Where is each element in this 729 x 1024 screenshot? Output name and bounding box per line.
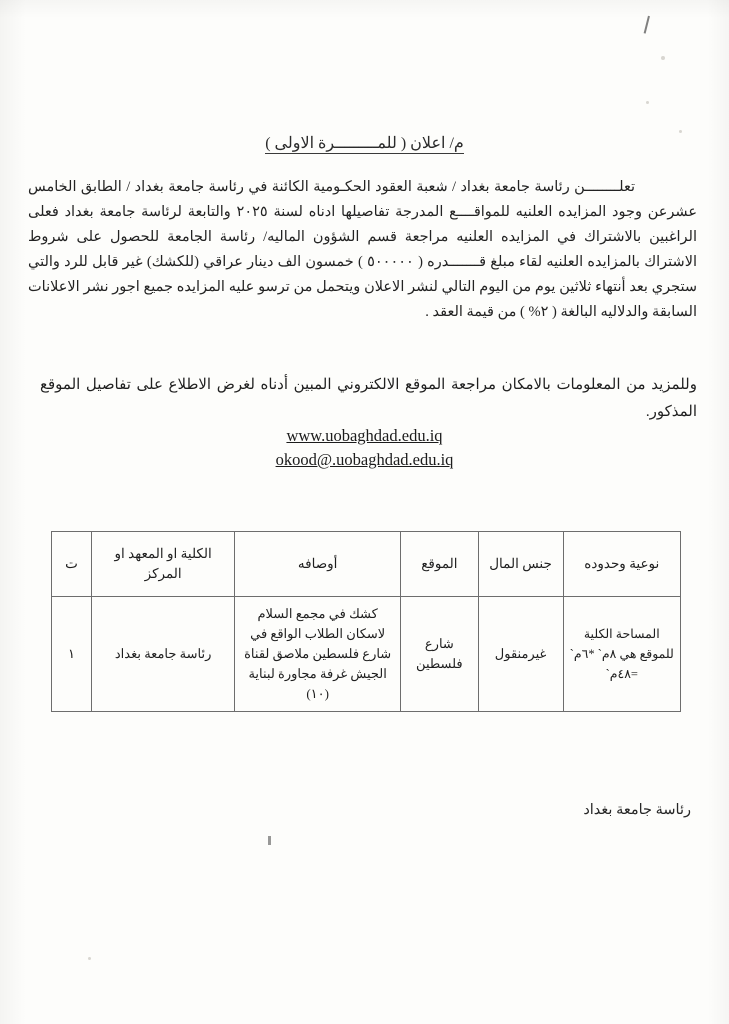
table-row xyxy=(52,597,681,712)
cell-location: شارع فلسطين xyxy=(401,597,478,712)
scan-speck xyxy=(88,957,91,960)
header-description: أوصافه xyxy=(235,532,401,597)
cell-kind: غيرمنقول xyxy=(478,597,563,712)
header-nature: نوعية وحدوده xyxy=(563,532,680,597)
email-link[interactable]: okood@.uobaghdad.edu.iq xyxy=(275,450,454,469)
scan-speck xyxy=(661,56,665,60)
cell-description: كشك في مجمع السلام لاسكان الطلاب الواقع في شارع فلسطين ملاصق لقناة الجيش غرفة مجاورة لبناية (١٠) xyxy=(235,597,401,712)
cell-nature: المساحة الكلية للموقع هي ٨م` *٦م` =٤٨م` xyxy=(563,597,680,712)
header-index: ت xyxy=(52,532,92,597)
header-entity: الكلية او المعهد او المركز xyxy=(92,532,235,597)
header-kind: جنس المال xyxy=(478,532,563,597)
ink-mark xyxy=(630,12,650,33)
document-title-text: م/ اعلان ( للمـــــــــرة الاولى ) xyxy=(265,135,464,152)
scan-speck xyxy=(646,101,649,104)
cell-entity: رئاسة جامعة بغداد xyxy=(92,597,235,712)
announcement-paragraph: تعلــــــــن رئاسة جامعة بغداد / شعبة العقود الحكـومية الكائنة في رئاسة جامعة بغداد / الطابق الخامس عشرعن وجود المزايده العلنيه للمواقــــع المدرجة تفاصيلها ادناه لسنة ٢٠٢٥ والتابعة لرئاسة جامعة بغداد فعلى الراغبين بالاشتراك في المزايده العلنيه مراجعة قسم الشؤون الماليه/ رئاسة الجامعة للحصول على شروط الاشتراك بالمزايده العلنيه لقاء مبلغ قـــــــدره ( ٥٠٠٠٠٠ ) خمسون الف دينار عراقي (للكشك) غير قابل للرد والتي ستجري بعد أنتهاء ثلاثين يوم من اليوم التالي لنشر الاعلان ويتحمل من ترسو عليه المزايده جميع اجور نشر الاعلانات السابقة والدلاليه البالغة ( ٢% ) من قيمة العقد . xyxy=(28,179,697,320)
website-link[interactable]: www.uobaghdad.edu.iq xyxy=(286,426,443,445)
header-location: الموقع xyxy=(401,532,478,597)
table-body xyxy=(52,597,681,712)
website-notice: وللمزيد من المعلومات بالامكان مراجعة الموقع الالكتروني المبين أدناه لغرض الاطلاع على تفاصيل الموقع المذكور. xyxy=(40,377,697,420)
cell-index: ١ xyxy=(52,597,92,712)
announcement-body xyxy=(28,175,697,325)
contact-links xyxy=(0,424,729,472)
table-header-row xyxy=(52,532,681,597)
table-header xyxy=(52,532,681,597)
document-title xyxy=(0,133,729,153)
auction-details-table xyxy=(51,531,681,712)
scan-mark xyxy=(268,836,271,845)
document-footer-signature: رئاسة جامعة بغداد xyxy=(583,802,691,818)
